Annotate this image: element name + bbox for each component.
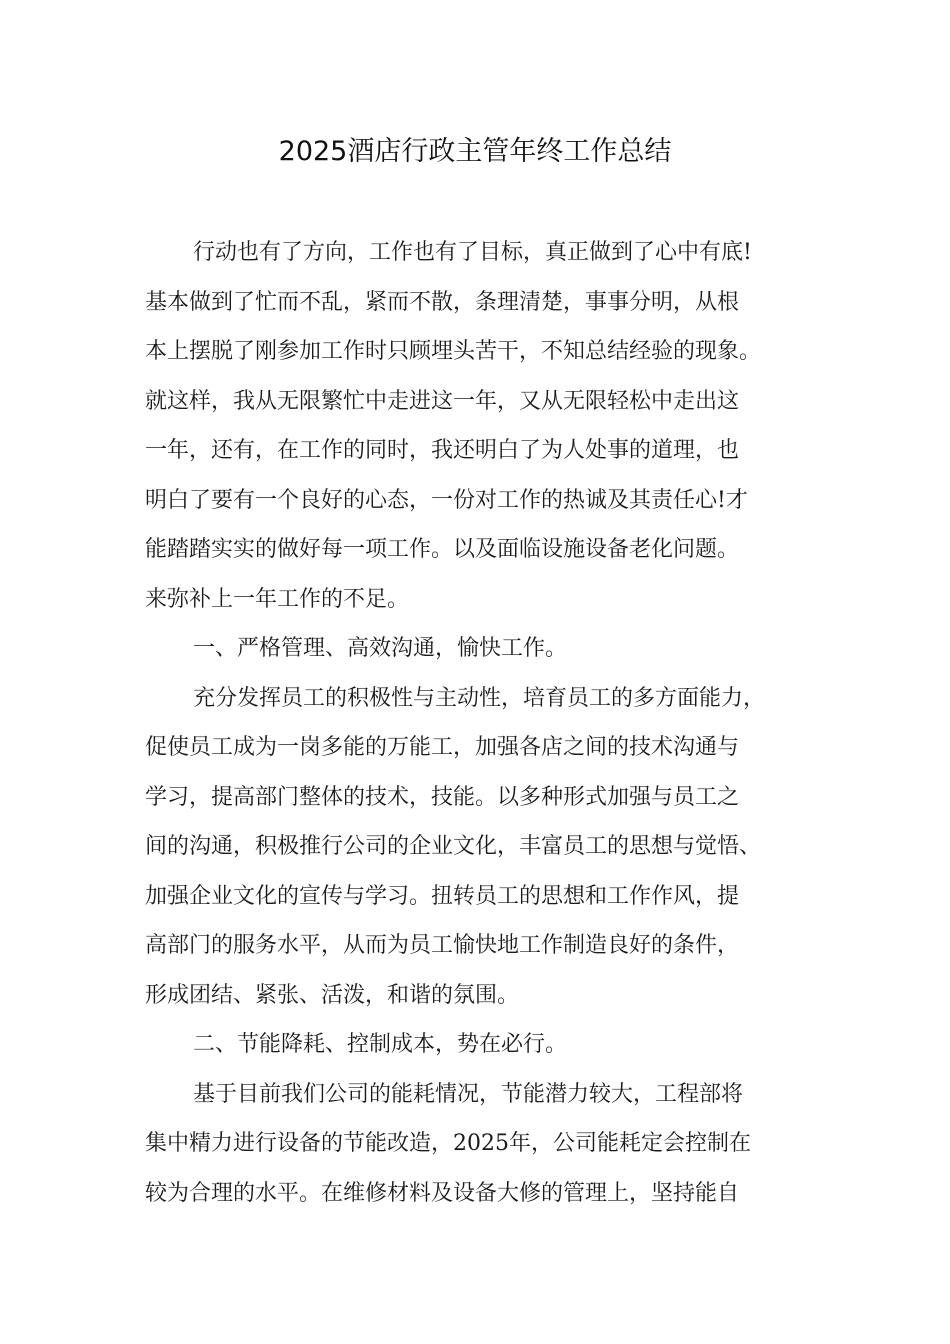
body-line: 基于目前我们公司的能耗情况，节能潜力较大，工程部将 bbox=[193, 1081, 744, 1107]
body-line: 学习，提高部门整体的技术，技能。以多种形式加强与员工之 bbox=[145, 784, 740, 810]
body-line: 高部门的服务水平，从而为员工愉快地工作制造良好的条件， bbox=[145, 933, 740, 958]
body-line: 形成团结、紧张、活泼，和谐的氛围。 bbox=[145, 982, 520, 1008]
body-line: 一年，还有，在工作的同时，我还明白了为人处事的道理，也 bbox=[145, 438, 740, 463]
document-body bbox=[145, 228, 810, 1218]
body-line: 行动也有了方向，工作也有了目标，真正做到了心中有底! bbox=[193, 240, 752, 265]
document-title: 2025酒店行政主管年终工作总结 bbox=[278, 136, 672, 167]
body-line: 基本做到了忙而不乱，紧而不散，条理清楚，事事分明，从根 bbox=[145, 289, 740, 315]
body-line: 来弥补上一年工作的不足。 bbox=[145, 586, 410, 612]
body-line: 集中精力进行设备的节能改造，2025年，公司能耗定会控制在 bbox=[145, 1131, 751, 1156]
body-line: 能踏踏实实的做好每一项工作。以及面临设施设备老化问题。 bbox=[145, 537, 740, 562]
section-heading: 二、节能降耗、控制成本，势在必行。 bbox=[193, 1032, 568, 1057]
body-line: 间的沟通，积极推行公司的企业文化，丰富员工的思想与觉悟、 bbox=[145, 834, 762, 859]
body-line: 促使员工成为一岗多能的万能工，加强各店之间的技术沟通与 bbox=[145, 735, 740, 760]
body-line: 加强企业文化的宣传与学习。扭转员工的思想和工作作风，提 bbox=[145, 883, 740, 909]
body-line: 明白了要有一个良好的心态，一份对工作的热诚及其责任心!才 bbox=[145, 487, 748, 513]
body-line: 本上摆脱了刚参加工作时只顾埋头苦干，不知总结经验的现象。 bbox=[145, 339, 762, 364]
body-line: 充分发挥员工的积极性与主动性，培育员工的多方面能力， bbox=[193, 685, 766, 711]
body-line: 就这样，我从无限繁忙中走进这一年，又从无限轻松中走出这 bbox=[145, 388, 740, 414]
body-line: 较为合理的水平。在维修材料及设备大修的管理上，坚持能自 bbox=[145, 1180, 740, 1206]
section-heading: 一、严格管理、高效沟通，愉快工作。 bbox=[193, 636, 568, 661]
